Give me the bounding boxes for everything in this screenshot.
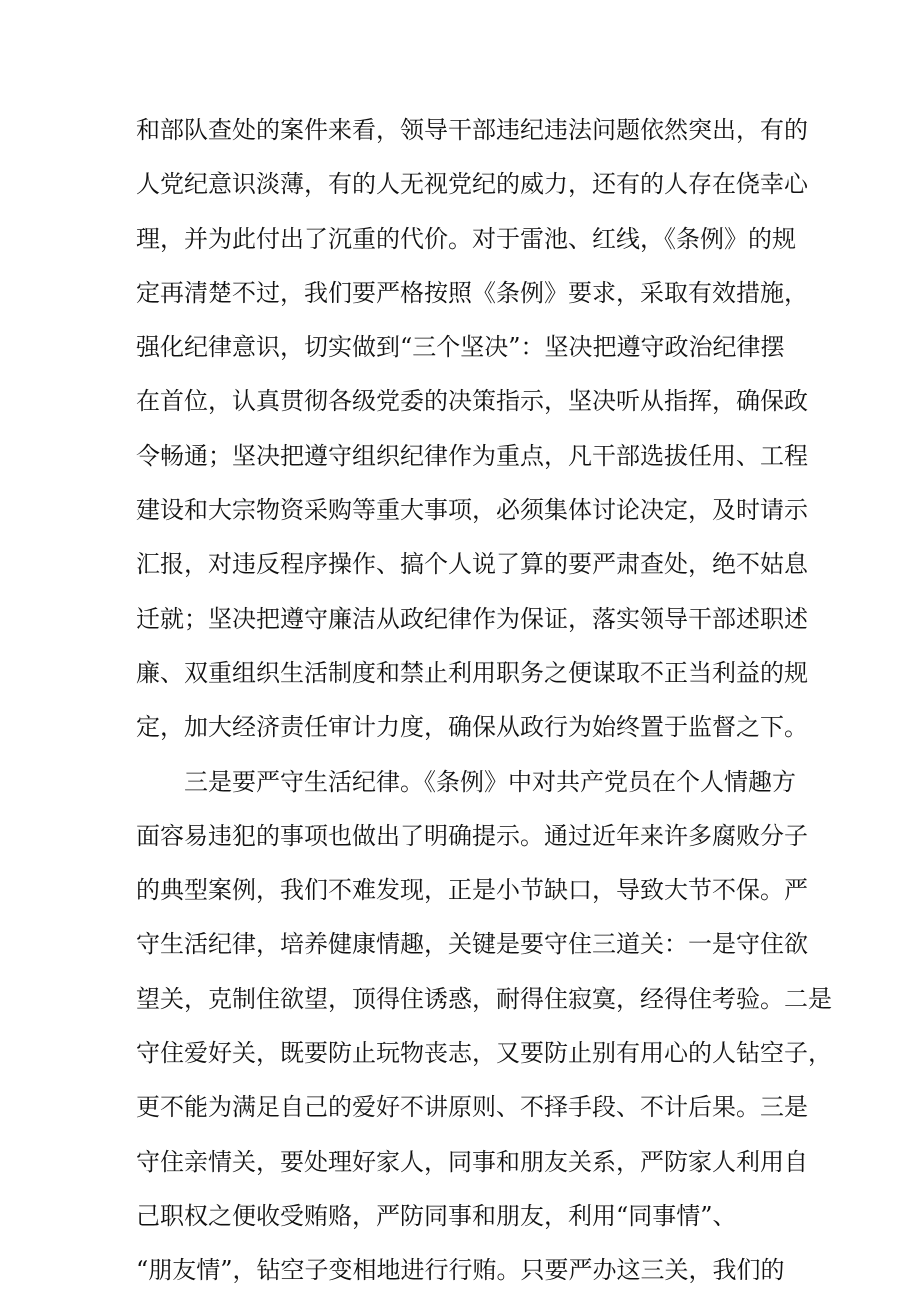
text-line: 在首位，认真贯彻各级党委的决策指示，坚决听从指挥，确保政 (136, 387, 808, 416)
body-text (136, 103, 832, 1298)
text-line: 迁就；坚决把遵守廉洁从政纪律作为保证，落实领导干部述职述 (136, 604, 808, 633)
text-line: 强化纪律意识，切实做到“三个坚决”：坚决把遵守政治纪律摆 (136, 333, 785, 362)
text-line: 己职权之便收受贿赂，严防同事和朋友，利用“同事情”、 (136, 1201, 737, 1230)
text-line: 建设和大宗物资采购等重大事项，必须集体讨论决定，及时请示 (136, 496, 808, 525)
text-line: 令畅通；坚决把遵守组织纪律作为重点，凡干部选拔任用、工程 (136, 441, 808, 470)
text-line: 更不能为满足自己的爱好不讲原则、不择手段、不计后果。三是 (136, 1093, 808, 1122)
text-line: 和部队查处的案件来看，领导干部违纪违法问题依然突出，有的 (136, 116, 808, 144)
text-line: 守生活纪律，培养健康情趣，关键是要守住三道关：一是守住欲 (136, 930, 808, 959)
text-line: 廉、双重组织生活制度和禁止利用职务之便谋取不正当利益的规 (136, 658, 808, 687)
paragraph-start-line: 三是要严守生活纪律。《条例》中对共产党员在个人情趣方 (184, 767, 796, 796)
text-line: 汇报，对违反程序操作、搞个人说了算的要严肃查处，绝不姑息 (136, 550, 808, 579)
text-line: 的典型案例，我们不难发现，正是小节缺口，导致大节不保。严 (136, 876, 808, 905)
text-line: 面容易违犯的事项也做出了明确提示。通过近年来许多腐败分子 (136, 821, 808, 850)
text-line: “朋友情”，钻空子变相地进行行贿。只要严办这三关，我们的 (136, 1256, 785, 1285)
text-line: 理，并为此付出了沉重的代价。对于雷池、红线，《条例》的规 (136, 224, 796, 253)
text-line: 人党纪意识淡薄，有的人无视党纪的威力，还有的人存在侥幸心 (136, 170, 808, 199)
text-line: 守住爱好关，既要防止玩物丧志，又要防止别有用心的人钻空子， (136, 1039, 832, 1068)
text-line: 定，加大经济责任审计力度，确保从政行为始终置于监督之下。 (136, 713, 808, 742)
text-line: 守住亲情关，要处理好家人，同事和朋友关系，严防家人利用自 (136, 1147, 808, 1176)
text-line: 定再清楚不过，我们要严格按照《条例》要求，采取有效措施， (136, 278, 808, 307)
text-line: 望关，克制住欲望，顶得住诱惑，耐得住寂寞，经得住考验。二是 (136, 984, 832, 1013)
